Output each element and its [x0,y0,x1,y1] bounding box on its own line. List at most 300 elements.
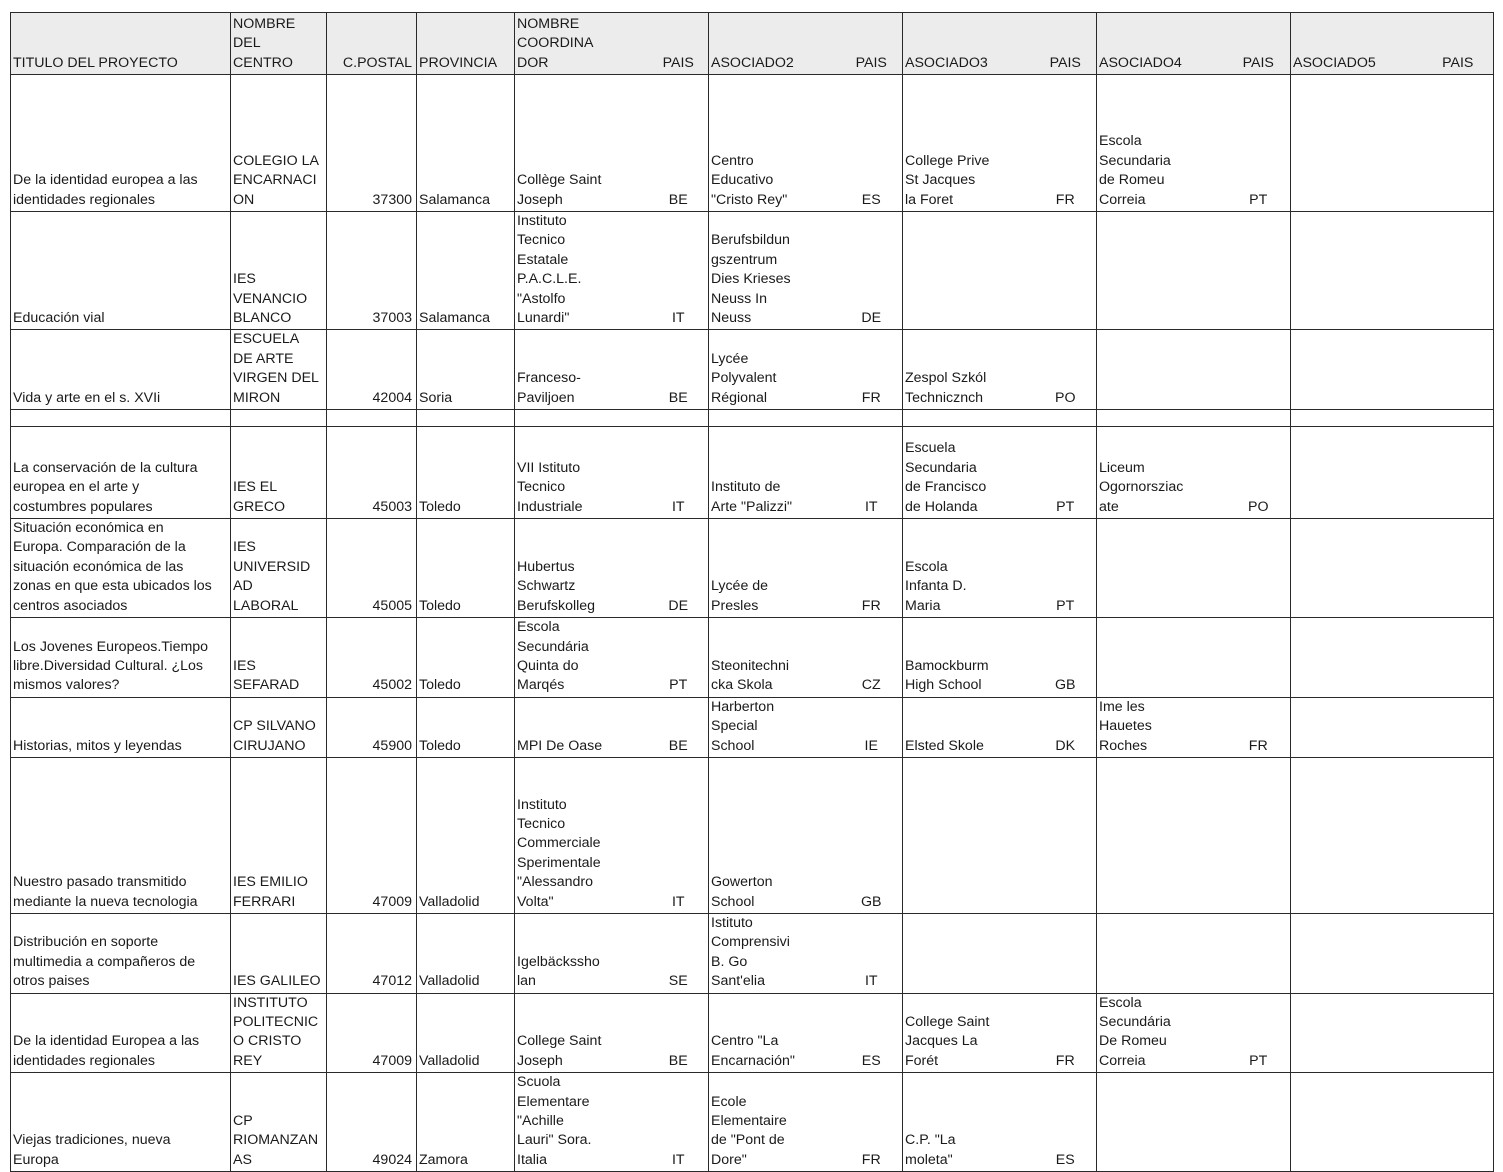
cell-asociado4 [1097,427,1227,519]
cell-line: Secundaria [905,459,977,476]
cell-line: Distribución en soporte [13,934,159,951]
cell-asociado4 [1097,212,1227,330]
cell-line: Tecnico [517,479,566,496]
cell-line: Joseph [517,191,563,208]
cell-asociado3-pais: FR [1035,75,1097,212]
empty-cell [903,410,1035,427]
cell-cpostal: 49024 [327,1073,417,1172]
cell-asociado5-pais [1423,757,1494,913]
cell-line: Maria [905,597,941,614]
cell-asociado2 [709,330,841,410]
cell-cpostal: 47009 [327,757,417,913]
cell-line: Situación económica en [13,520,164,537]
cell-asociado2-pais: FR [841,1073,903,1172]
cell-line: CP [233,1113,253,1129]
cell-line: INSTITUTO [233,994,308,1011]
cell-line: DE ARTE [233,350,294,367]
cell-titulo [11,75,231,212]
cell-line: UNIVERSID [233,558,311,575]
cell-line: Istituto [711,914,753,931]
cell-line: Lauri" Sora. [517,1132,592,1149]
cell-coordinador-pais: PT [649,618,709,698]
table-row [11,330,1494,410]
cell-line: RIOMANZAN [233,1132,319,1149]
cell-line: de Romeu [1099,172,1165,189]
cell-line: CIRUJANO [233,737,306,754]
cell-line: Gowerton [711,874,773,891]
cell-asociado4 [1097,519,1227,618]
cell-asociado4-pais [1227,1073,1291,1172]
cell-line: LABORAL [233,597,299,614]
cell-coordinador [515,757,649,913]
cell-coordinador [515,618,649,698]
cell-line: B. Go [711,953,748,970]
cell-provincia: Salamanca [417,75,515,212]
cell-asociado3 [903,697,1035,757]
cell-line: Joseph [517,1052,563,1069]
cell-provincia: Valladolid [417,993,515,1073]
empty-cell [417,410,515,427]
cell-asociado2 [709,212,841,330]
cell-asociado2 [709,993,841,1073]
cell-cpostal: 37003 [327,212,417,330]
cell-line: IES [233,539,256,556]
cell-coordinador [515,1073,649,1172]
cell-asociado4-pais: PT [1227,75,1291,212]
cell-asociado2-pais: IT [841,913,903,993]
cell-asociado3 [903,519,1035,618]
cell-line: Historias, mitos y leyendas [13,737,182,754]
empty-cell [1423,410,1494,427]
cell-line: BLANCO [233,310,292,327]
cell-titulo [11,757,231,913]
cell-line: Escola [517,619,560,636]
cell-line: la Foret [905,191,954,208]
cell-asociado3-pais: ES [1035,1073,1097,1172]
cell-line: Dore" [711,1151,747,1168]
cell-line: Escola [1099,994,1142,1011]
cell-line: situación económica de las [13,558,184,575]
header-cpostal: C.POSTAL [327,13,417,75]
cell-line: CP SILVANO [233,718,316,735]
cell-titulo [11,519,231,618]
cell-line: Tecnico [517,815,566,832]
cell-line: Special [711,718,758,735]
cell-asociado5-pais [1423,913,1494,993]
cell-asociado5 [1291,697,1423,757]
cell-coordinador [515,519,649,618]
cell-line: multimedia a compañeros de [13,953,196,970]
cell-line: gszentrum [711,251,778,268]
cell-line: C.P. "La [905,1132,956,1149]
cell-asociado3 [903,75,1035,212]
cell-asociado3-pais: FR [1035,993,1097,1073]
cell-line: Ogornorsziac [1099,479,1184,496]
cell-asociado4 [1097,913,1227,993]
header-asociado2: ASOCIADO2 [709,13,841,75]
cell-coordinador-pais: BE [649,697,709,757]
cell-line: Centro [711,152,754,169]
cell-asociado4 [1097,618,1227,698]
cell-line: ate [1099,498,1119,515]
cell-line: Tecnico [517,232,566,249]
cell-coordinador-pais: BE [649,993,709,1073]
cell-asociado5 [1291,1073,1423,1172]
cell-asociado4-pais: PO [1227,427,1291,519]
cell-cpostal: 45005 [327,519,417,618]
cell-asociado3 [903,993,1035,1073]
cell-asociado5-pais [1423,330,1494,410]
table-row [11,427,1494,519]
cell-asociado3 [903,757,1035,913]
cell-line: AD [233,578,253,595]
table-row [11,757,1494,913]
cell-line: Berufsbildun [711,232,790,249]
cell-cpostal: 45003 [327,427,417,519]
cell-line: Igelbäcksshо [517,953,600,970]
cell-line: Berufskolleg [517,597,596,614]
cell-provincia: Soria [417,330,515,410]
cell-asociado4-pais [1227,519,1291,618]
cell-line: Instituto [517,213,567,229]
cell-line: Centro "La [711,1033,779,1050]
cell-line: College Saint [905,1013,990,1030]
cell-asociado2-pais: DE [841,212,903,330]
cell-line: Escola [1099,133,1142,150]
cell-asociado2-pais: ES [841,993,903,1073]
cell-asociado2-pais: IE [841,697,903,757]
cell-line: Dies Krieses [711,271,791,288]
cell-line: IES EMILIO [233,874,308,891]
cell-line: IES GALILEO [233,973,321,990]
header-row [11,13,1494,75]
cell-titulo [11,993,231,1073]
cell-line: "Alessandro [517,874,594,891]
cell-asociado5-pais [1423,1073,1494,1172]
cell-cpostal: 45002 [327,618,417,698]
cell-coordinador-pais: IT [649,427,709,519]
cell-asociado2 [709,757,841,913]
cell-line: VENANCIO [233,290,308,307]
cell-line: GRECO [233,498,286,515]
cell-line: "Achille [517,1113,564,1129]
cell-centro [231,330,327,410]
cell-line: Lunardi" [517,310,570,327]
cell-line: Correia [1099,191,1146,208]
cell-asociado5 [1291,519,1423,618]
table-row [11,993,1494,1073]
cell-line: Ecole [711,1093,747,1110]
cell-centro [231,697,327,757]
cell-line: IES [233,271,256,288]
cell-asociado5 [1291,75,1423,212]
cell-asociado4 [1097,993,1227,1073]
header-nombre-centro: NOMBRE DEL CENTRO [231,13,327,75]
cell-coordinador-pais: IT [649,757,709,913]
cell-provincia: Toledo [417,519,515,618]
cell-coordinador-pais: BE [649,330,709,410]
cell-asociado3 [903,427,1035,519]
cell-asociado5-pais [1423,519,1494,618]
cell-line: mismos valores? [13,677,120,694]
cell-asociado2-pais: FR [841,519,903,618]
cell-cpostal: 45900 [327,697,417,757]
cell-asociado4-pais [1227,757,1291,913]
cell-line: Viejas tradiciones, nueva [13,1132,171,1149]
cell-line: College Prive [905,152,990,169]
cell-asociado5 [1291,212,1423,330]
empty-cell [231,410,327,427]
header-nombre-coordinador: NOMBRE COORDINA DOR [515,13,649,75]
cell-coordinador [515,697,649,757]
cell-titulo [11,212,231,330]
table-row [11,913,1494,993]
cell-line: Infanta D. [905,578,967,595]
cell-asociado4-pais [1227,330,1291,410]
cell-centro [231,519,327,618]
cell-line: SEFARAD [233,677,300,694]
table-row [11,212,1494,330]
cell-asociado3 [903,618,1035,698]
cell-coordinador [515,993,649,1073]
empty-row [11,410,1494,427]
cell-line: europea en el arte y [13,479,140,496]
cell-line: Steonitechni [711,657,790,674]
cell-line: mediante la nueva tecnologia [13,893,198,910]
cell-asociado4-pais [1227,618,1291,698]
cell-line: Lycée [711,350,749,367]
cell-line: Liceum [1099,459,1145,476]
cell-coordinador-pais: DE [649,519,709,618]
cell-line: Schwartz [517,578,576,595]
cell-coordinador-pais: IT [649,1073,709,1172]
cell-centro [231,993,327,1073]
table-row [11,519,1494,618]
cell-asociado4-pais: FR [1227,697,1291,757]
cell-line: Technicznch [905,389,984,406]
cell-line: Neuss In [711,290,767,307]
cell-line: Ime les [1099,698,1145,715]
cell-provincia: Toledo [417,697,515,757]
table-row [11,75,1494,212]
cell-line: Sant'elia [711,973,765,990]
header-pais: PAIS [649,13,709,75]
cell-asociado2-pais: ES [841,75,903,212]
cell-line: College Saint [517,1033,602,1050]
cell-asociado5-pais [1423,212,1494,330]
cell-line: Secundária [1099,1013,1171,1030]
cell-line: Lycée de [711,578,769,595]
header-asociado4: ASOCIADO4 [1097,13,1227,75]
cell-coordinador [515,75,649,212]
cell-line: Franceso- [517,370,581,387]
cell-asociado2-pais: IT [841,427,903,519]
cell-line: Bamockburm [905,657,989,674]
cell-coordinador-pais: IT [649,212,709,330]
cell-asociado2 [709,1073,841,1172]
cell-line: cka Skola [711,677,773,694]
cell-line: Industriale [517,498,583,515]
cell-line: de Francisco [905,479,987,496]
cell-line: Polyvalent [711,370,777,387]
cell-line: Scuola [517,1074,561,1091]
cell-asociado2-pais: FR [841,330,903,410]
cell-asociado5-pais [1423,697,1494,757]
cell-line: Elementaire [711,1113,787,1129]
cell-line: IES EL [233,479,278,496]
cell-line: Secundaria [1099,152,1171,169]
cell-centro [231,75,327,212]
cell-provincia: Toledo [417,427,515,519]
empty-cell [1291,410,1423,427]
cell-line: FERRARI [233,893,296,910]
cell-asociado4-pais: PT [1227,993,1291,1073]
cell-asociado2 [709,519,841,618]
cell-line: O CRISTO [233,1033,302,1050]
cell-asociado2 [709,697,841,757]
cell-asociado3-pais [1035,757,1097,913]
empty-cell [1097,410,1227,427]
cell-line: zonas en que esta ubicados los [13,578,212,595]
cell-line: Zespol Szkól [905,370,987,387]
cell-asociado4 [1097,1073,1227,1172]
header-pais: PAIS [1227,13,1291,75]
cell-cpostal: 42004 [327,330,417,410]
cell-line: Vida y arte en el s. XVIi [13,389,161,406]
cell-provincia: Valladolid [417,757,515,913]
cell-asociado3 [903,1073,1035,1172]
cell-titulo [11,1073,231,1172]
cell-line: IES [233,657,256,674]
cell-provincia: Zamora [417,1073,515,1172]
empty-cell [841,410,903,427]
cell-asociado3-pais [1035,913,1097,993]
cell-line: De Romeu [1099,1033,1167,1050]
cell-line: Commerciale [517,835,601,852]
cell-line: School [711,737,755,754]
cell-line: High School [905,677,982,694]
cell-centro [231,427,327,519]
cell-line: De la identidad Europea a las [13,1033,200,1050]
cell-asociado5 [1291,913,1423,993]
cell-asociado4-pais [1227,913,1291,993]
projects-table [10,12,1494,1172]
cell-line: Marqés [517,677,565,694]
empty-cell [1035,410,1097,427]
cell-line: Elsted Skole [905,737,984,754]
cell-line: Escuela [905,440,956,457]
cell-asociado5-pais [1423,618,1494,698]
cell-titulo [11,618,231,698]
cell-line: De la identidad europea a las [13,172,198,189]
cell-line: Roches [1099,737,1148,754]
empty-cell [11,410,231,427]
cell-centro [231,913,327,993]
empty-cell [327,410,417,427]
cell-coordinador [515,212,649,330]
cell-line: de Holanda [905,498,978,515]
cell-line: Neuss [711,310,752,327]
cell-coordinador-pais: SE [649,913,709,993]
cell-line: Sperimentale [517,854,601,871]
cell-asociado2 [709,618,841,698]
cell-asociado2 [709,427,841,519]
cell-line: Correia [1099,1052,1146,1069]
cell-asociado3-pais [1035,212,1097,330]
cell-asociado3-pais: DK [1035,697,1097,757]
cell-line: Hauetes [1099,718,1152,735]
cell-coordinador-pais: BE [649,75,709,212]
cell-line: identidades regionales [13,1052,155,1069]
cell-line: ENCARNACI [233,172,317,189]
cell-asociado3-pais: PT [1035,427,1097,519]
cell-line: Régional [711,389,768,406]
cell-line: Arte "Palizzi" [711,498,793,515]
empty-cell [515,410,649,427]
cell-asociado4 [1097,75,1227,212]
cell-line: moleta" [905,1151,953,1168]
cell-line: Los Jovenes Europeos.Tiempo [13,638,209,655]
cell-line: lan [517,973,536,990]
cell-centro [231,1073,327,1172]
cell-line: Comprensivi [711,934,790,951]
cell-titulo [11,330,231,410]
cell-asociado5 [1291,757,1423,913]
table-row [11,618,1494,698]
cell-line: VIRGEN DEL [233,370,319,387]
cell-asociado5-pais [1423,75,1494,212]
cell-centro [231,757,327,913]
cell-asociado2-pais: CZ [841,618,903,698]
cell-line: POLITECNIC [233,1013,319,1030]
cell-asociado3 [903,913,1035,993]
cell-coordinador [515,427,649,519]
cell-line: Elementare [517,1093,590,1110]
cell-titulo [11,697,231,757]
cell-provincia: Salamanca [417,212,515,330]
cell-line: "Astolfo [517,290,566,307]
cell-centro [231,212,327,330]
table-row [11,1073,1494,1172]
cell-line: AS [233,1151,252,1168]
cell-line: de "Pont de [711,1132,785,1149]
cell-asociado5-pais [1423,427,1494,519]
cell-provincia: Valladolid [417,913,515,993]
cell-asociado3-pais: GB [1035,618,1097,698]
cell-asociado5 [1291,993,1423,1073]
cell-line: Estatale [517,251,569,268]
cell-line: Harberton [711,698,775,715]
cell-line: Nuestro pasado transmitido [13,874,187,891]
cell-line: Europa [13,1151,59,1168]
cell-line: Educación vial [13,310,105,327]
header-provincia: PROVINCIA [417,13,515,75]
cell-provincia: Toledo [417,618,515,698]
cell-line: Forét [905,1052,939,1069]
cell-asociado5 [1291,330,1423,410]
cell-line: Jacques La [905,1033,978,1050]
header-pais: PAIS [1035,13,1097,75]
cell-asociado4 [1097,757,1227,913]
cell-line: Instituto [517,796,567,813]
cell-line: Secundária [517,638,589,655]
cell-line: Paviljoen [517,389,575,406]
empty-cell [649,410,709,427]
cell-line: Presles [711,597,759,614]
cell-line: otros paises [13,973,90,990]
cell-line: Italia [517,1151,547,1168]
cell-asociado3 [903,330,1035,410]
